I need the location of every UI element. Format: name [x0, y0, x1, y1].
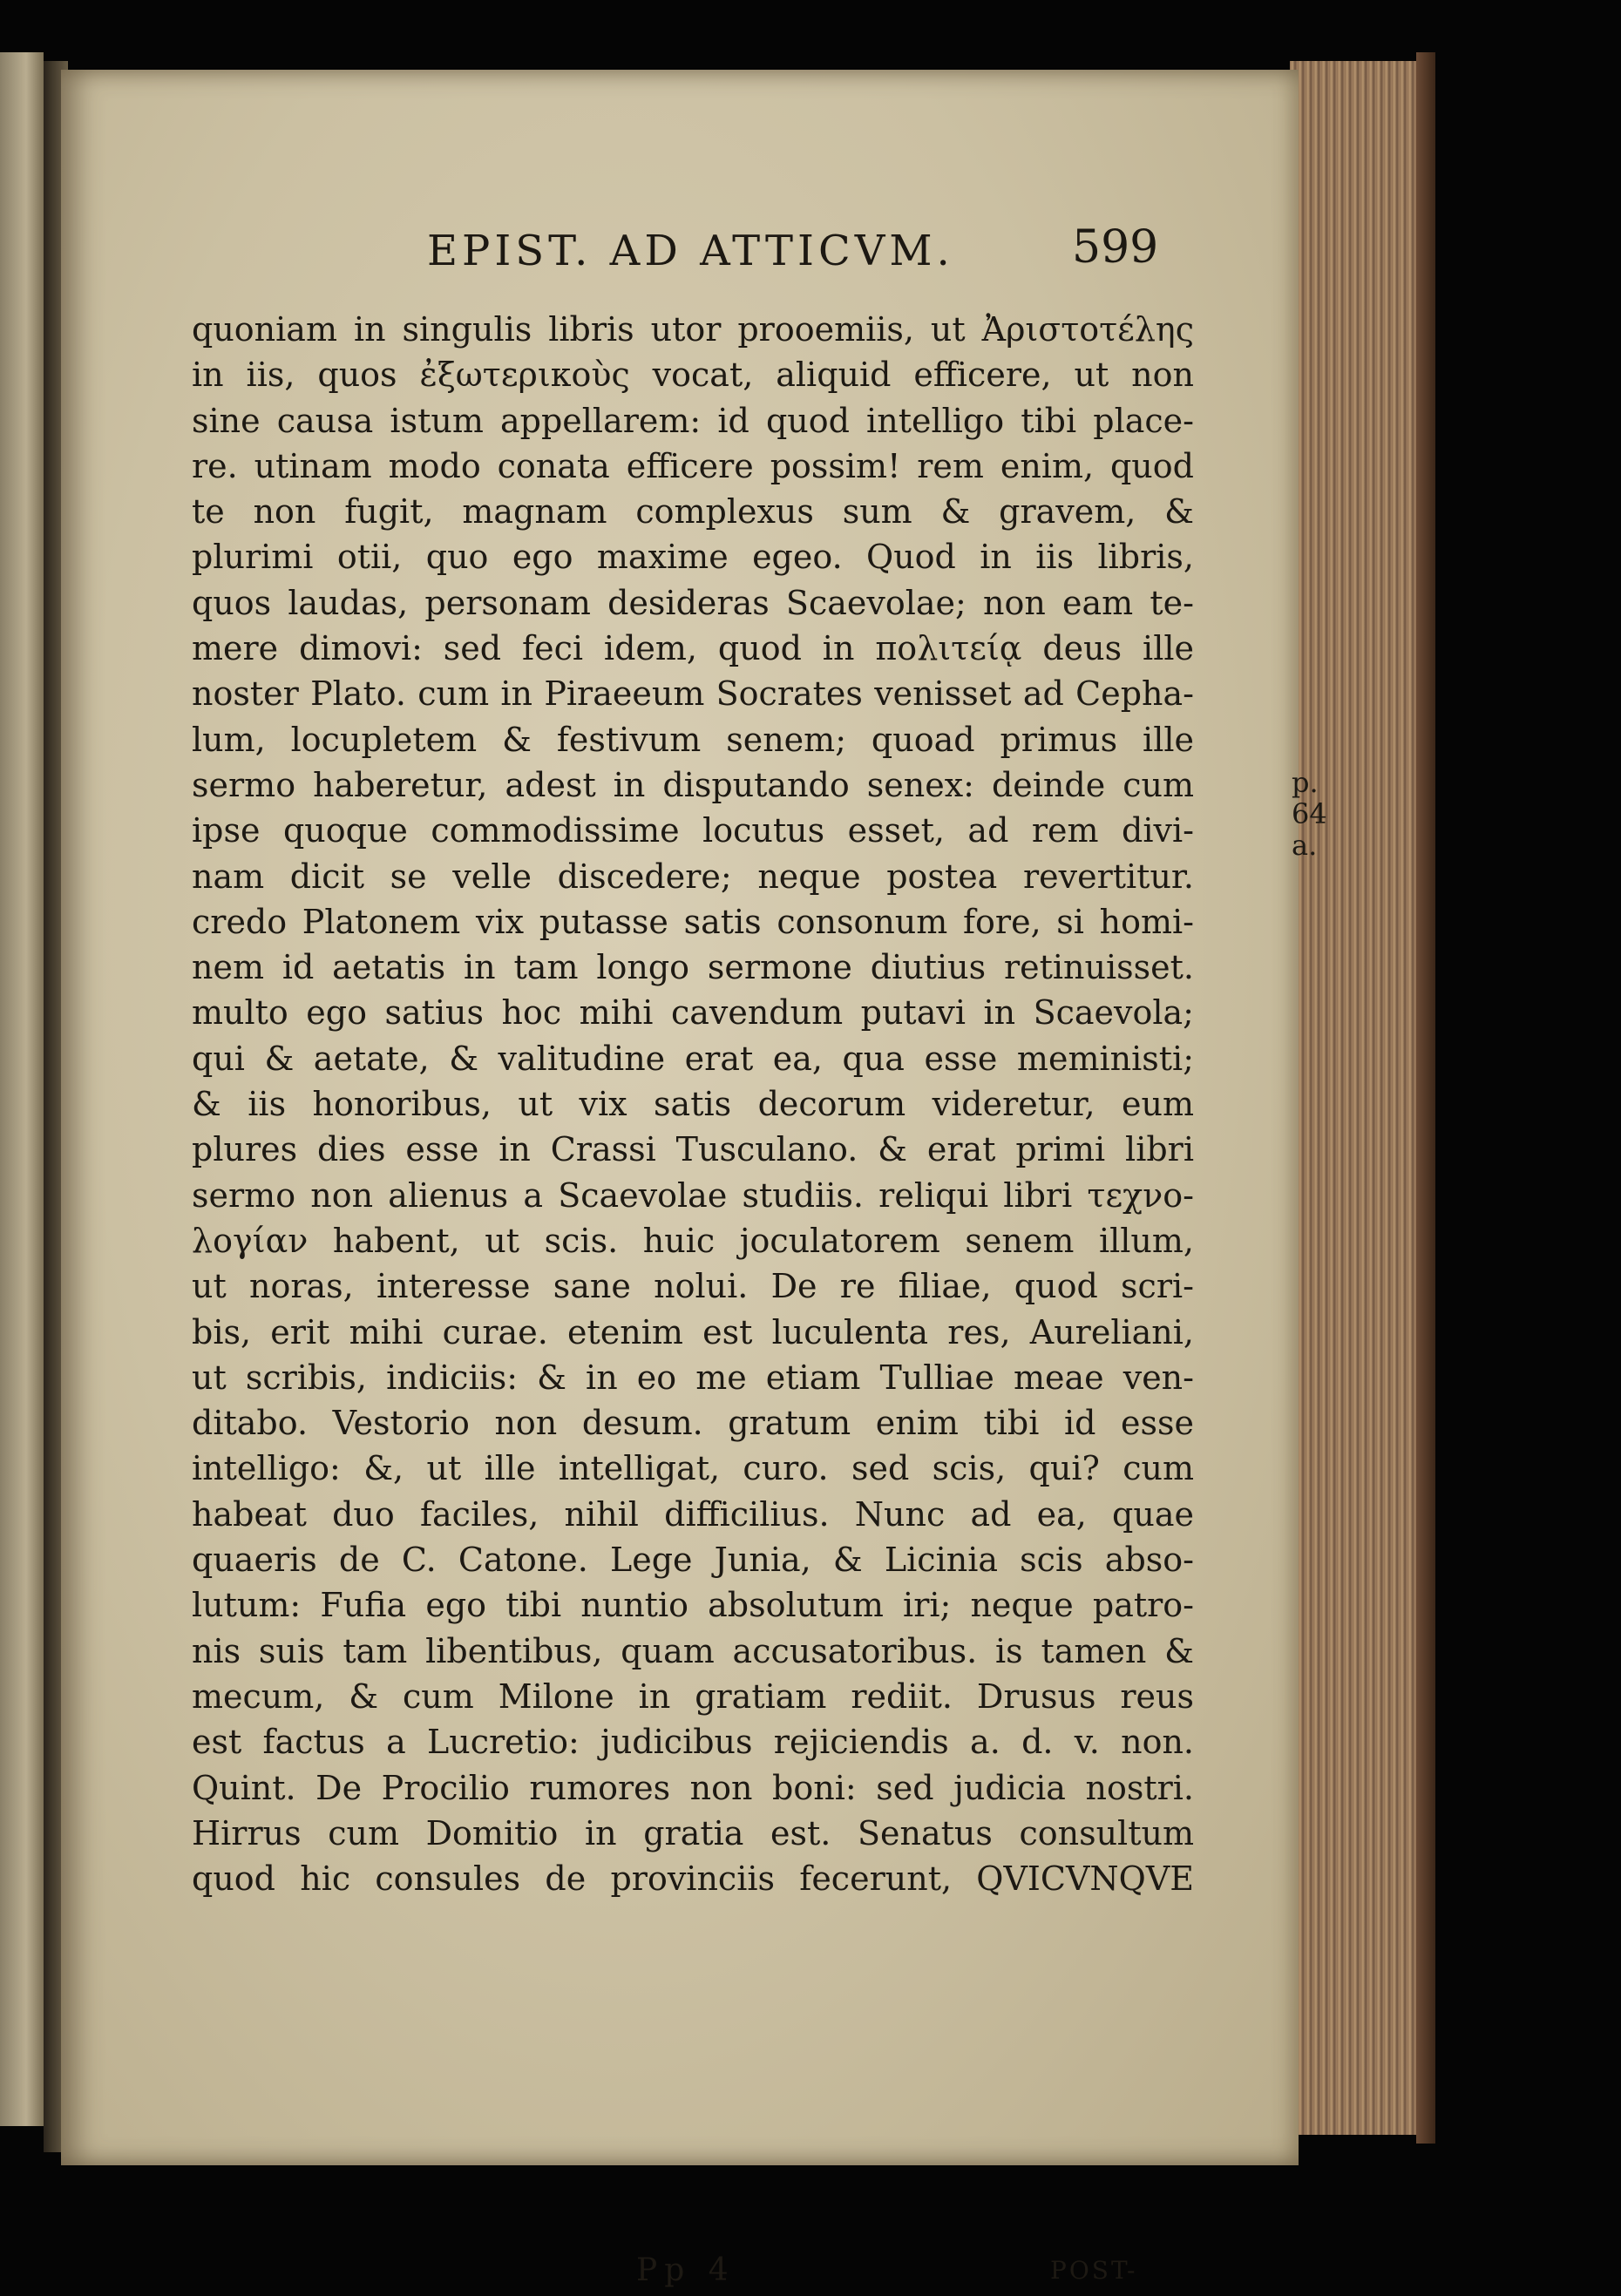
text-line: ipse quoque commodissime locutus esset, ad rem divi-	[192, 811, 1194, 850]
text-line: habeat duo faciles, nihil difficilius. Nunc ad ea, quae	[192, 1494, 1194, 1534]
text-line: mere dimovi: sed feci idem, quod in πολιτείᾳ deus ille	[192, 629, 1194, 668]
text-line: ut scribis, indiciis: & in eo me etiam Tulliae meae ven-	[192, 1358, 1194, 1397]
text-line: bis, erit mihi curae. etenim est luculenta res, Aureliani,	[192, 1312, 1194, 1351]
catchword: POST-	[1050, 2256, 1138, 2285]
text-line: Hirrus cum Domitio in gratia est. Senatus consultum	[192, 1813, 1194, 1852]
text-line: ut noras, interesse sane nolui. De re filiae, quod scri-	[192, 1267, 1194, 1306]
text-line: re. utinam modo conata efficere possim! rem enim, quod	[192, 446, 1194, 485]
text-line: est factus a Lucretio: judicibus rejiciendis a. d. v. non.	[192, 1723, 1194, 1762]
text-line: Quint. De Procilio rumores non boni: sed judicia nostri.	[192, 1768, 1194, 1807]
text-line: λογίαν habent, ut scis. huic joculatorem senem illum,	[192, 1221, 1194, 1260]
page-block-edge	[1290, 61, 1424, 2135]
text-line: quod hic consules de provinciis fecerunt, QVICVNQVE	[192, 1859, 1194, 1899]
text-line: noster Plato. cum in Piraeeum Socrates venisset ad Cepha-	[192, 674, 1194, 714]
previous-page-edge	[0, 52, 44, 2126]
text-line: sine causa istum appellarem: id quod intelligo tibi place-	[192, 401, 1194, 440]
text-line: nem id aetatis in tam longo sermone diutius retinuisset.	[192, 948, 1194, 987]
text-line: lum, locupletem & festivum senem; quoad primus ille	[192, 720, 1194, 759]
text-line: lutum: Fufia ego tibi nuntio absolutum iri; neque patro-	[192, 1586, 1194, 1625]
cover-edge	[1416, 52, 1435, 2144]
page-number: 599	[1072, 221, 1159, 274]
text-line: qui & aetate, & valitudine erat ea, qua esse meministi;	[192, 1039, 1194, 1078]
footer-line	[192, 2252, 1194, 2296]
text-line: intelligo: &, ut ille intelligat, curo. sed scis, qui? cum	[192, 1449, 1194, 1488]
text-line: & iis honoribus, ut vix satis decorum videretur, eum	[192, 1085, 1194, 1124]
text-line: quoniam in singulis libris utor prooemiis, ut Ἀριστοτέλης	[192, 310, 1194, 349]
text-line: te non fugit, magnam complexus sum & gravem, &	[192, 492, 1194, 532]
running-head: EPIST. AD ATTICVM.	[427, 227, 954, 275]
text-line: nis suis tam libentibus, quam accusatoribus. is tamen &	[192, 1631, 1194, 1670]
margin-note-page: p. 64	[1292, 766, 1327, 830]
text-line: credo Platonem vix putasse satis consonum fore, si homi-	[192, 902, 1194, 941]
margin-note-column: a.	[1292, 829, 1318, 862]
text-line: in iis, quos ἐξωτερικοὺς vocat, aliquid efficere, ut non	[192, 356, 1194, 395]
text-line: quaeris de C. Catone. Lege Junia, & Licinia scis abso-	[192, 1541, 1194, 1580]
text-line: nam dicit se velle discedere; neque postea revertitur.	[192, 857, 1194, 896]
margin-note	[1292, 767, 1327, 861]
text-line: sermo non alienus a Scaevolae studiis. reliqui libri τεχνο-	[192, 1175, 1194, 1215]
text-line: multo ego satius hoc mihi cavendum putavi in Scaevola;	[192, 993, 1194, 1033]
text-line: plurimi otii, quo ego maxime egeo. Quod in iis libris,	[192, 538, 1194, 577]
text-line: plures dies esse in Crassi Tusculano. & erat primi libri	[192, 1130, 1194, 1169]
text-block	[192, 307, 1194, 1901]
text-line: sermo haberetur, adest in disputando senex: deinde cum	[192, 765, 1194, 804]
book-page	[61, 70, 1327, 2288]
page-header	[192, 157, 1194, 275]
text-line: mecum, & cum Milone in gratiam rediit. Drusus reus	[192, 1676, 1194, 1716]
text-line: ditabo. Vestorio non desum. gratum enim tibi id esse	[192, 1404, 1194, 1443]
printer-signature: Pp 4	[636, 2252, 736, 2288]
text-line: quos laudas, personam desideras Scaevolae; non eam te-	[192, 583, 1194, 622]
page-content	[192, 157, 1327, 2288]
